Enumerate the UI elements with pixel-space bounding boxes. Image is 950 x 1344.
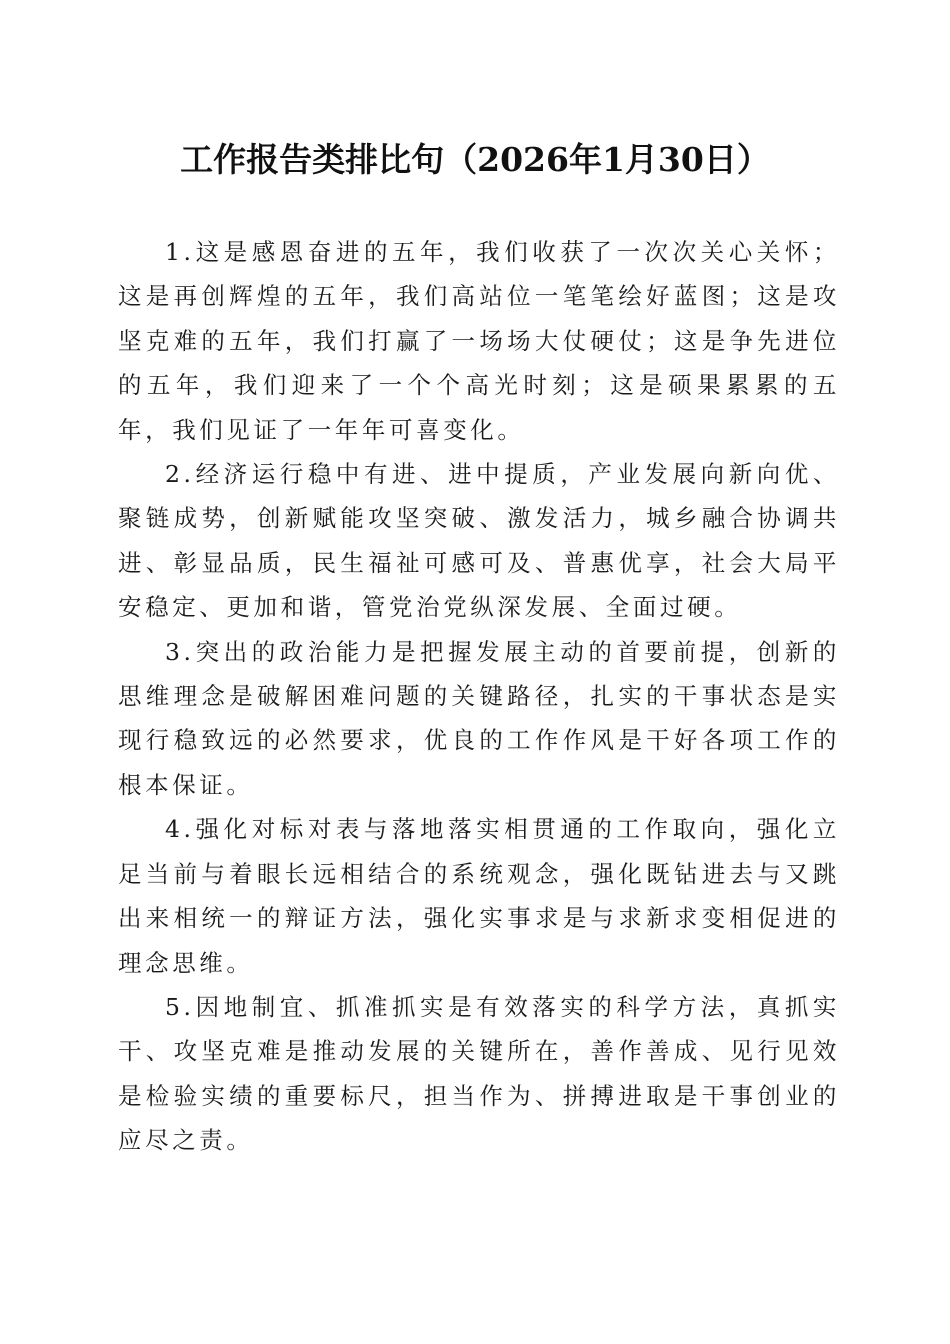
paragraph-1: 1.这是感恩奋进的五年，我们收获了一次次关心关怀；这是再创辉煌的五年，我们高站位一笔笔绘好蓝图；这是攻坚克难的五年，我们打赢了一场场大仗硬仗；这是争先进位的五年，我们迎来了一个个高光时刻；这是硕果累累的五年，我们见证了一年年可喜变化。 bbox=[118, 238, 840, 444]
paragraph-4: 4.强化对标对表与落地落实相贯通的工作取向，强化立足当前与着眼长远相结合的系统观念，强化既钻进去与又跳出来相统一的辩证方法，强化实事求是与求新求变相促进的理念思维。 bbox=[118, 815, 840, 977]
paragraph-2: 2.经济运行稳中有进、进中提质，产业发展向新向优、聚链成势，创新赋能攻坚突破、激发活力，城乡融合协调共进、彰显品质，民生福祉可感可及、普惠优享，社会大局平安稳定、更加和谐，管党治党纵深发展、全面过硬。 bbox=[118, 460, 840, 622]
document-body bbox=[118, 230, 840, 1163]
paragraph-5: 5.因地制宜、抓准抓实是有效落实的科学方法，真抓实干、攻坚克难是推动发展的关键所在，善作善成、见行见效是检验实绩的重要标尺，担当作为、拼搏进取是干事创业的应尽之责。 bbox=[118, 992, 840, 1155]
document-title: 工作报告类排比句（2026年1月30日） bbox=[180, 140, 770, 179]
paragraph-3: 3.突出的政治能力是把握发展主动的首要前提，创新的思维理念是破解困难问题的关键路径，扎实的干事状态是实现行稳致远的必然要求，优良的工作作风是干好各项工作的根本保证。 bbox=[118, 637, 840, 799]
